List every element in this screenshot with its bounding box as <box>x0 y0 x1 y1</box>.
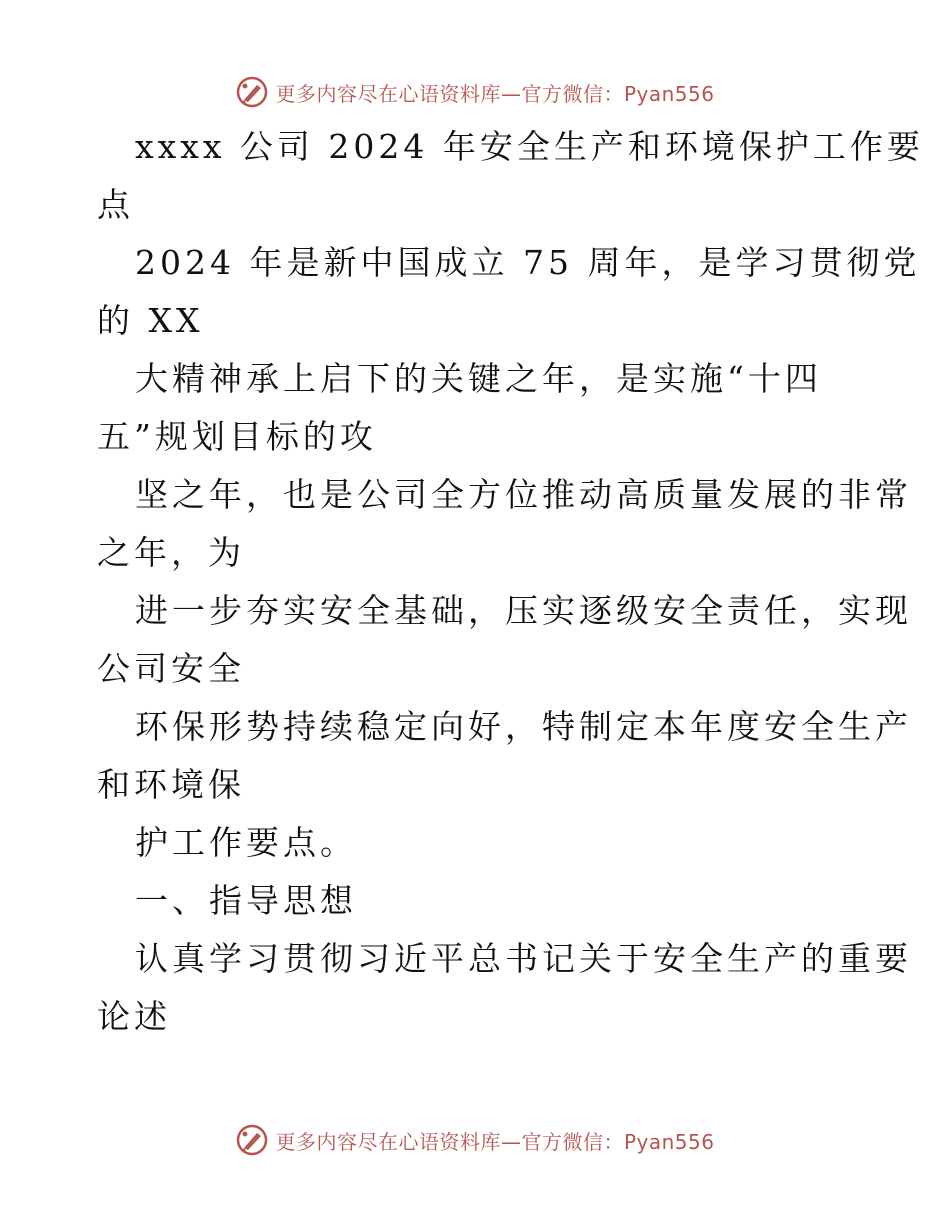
text-line: 护工作要点。 <box>135 823 357 862</box>
text-line: xxxx 公司 2024 年安全生产和环境保护工作要 <box>135 127 924 166</box>
footer-banner <box>0 1118 950 1162</box>
text-line: 认真学习贯彻习近平总书记关于安全生产的重要 <box>135 939 912 978</box>
text-line: 五”规划目标的攻 <box>97 417 377 456</box>
header-banner-text: 更多内容尽在心语资料库—官方微信：Pyan556 <box>275 81 715 106</box>
text-line: 和环境保 <box>97 765 245 804</box>
text-line: 坚之年，也是公司全方位推动高质量发展的非常 <box>135 475 912 514</box>
header-banner <box>0 70 950 114</box>
text-line: 环保形势持续稳定向好，特制定本年度安全生产 <box>135 707 912 746</box>
text-line: 之年，为 <box>97 533 245 572</box>
section-heading: 一、指导思想 <box>135 881 357 920</box>
text-line: 公司安全 <box>97 649 245 688</box>
text-line: 的 XX <box>97 301 204 340</box>
text-line: 点 <box>97 185 134 224</box>
text-line: 进一步夯实安全基础，压实逐级安全责任，实现 <box>135 591 912 630</box>
pen-logo-icon <box>235 75 269 109</box>
text-line: 2024 年是新中国成立 75 周年，是学习贯彻党 <box>135 243 921 282</box>
pen-logo-icon <box>235 1123 269 1157</box>
text-line: 论述 <box>97 997 171 1036</box>
text-line: 大精神承上启下的关键之年，是实施“十四 <box>135 359 822 398</box>
document-body <box>97 118 924 1046</box>
footer-banner-text: 更多内容尽在心语资料库—官方微信：Pyan556 <box>275 1129 715 1154</box>
